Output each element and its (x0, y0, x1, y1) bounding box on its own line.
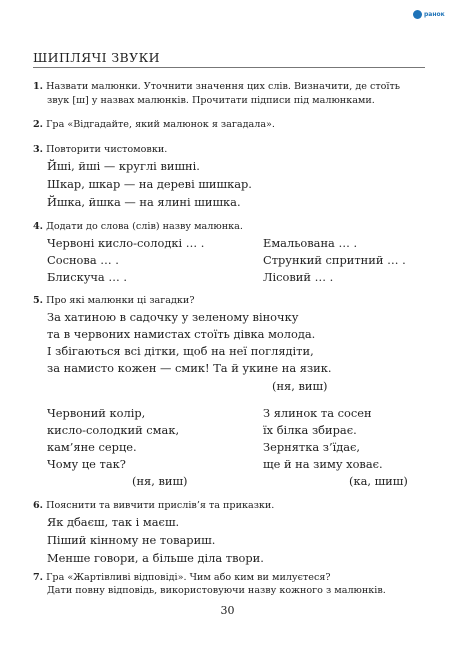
riddle-1-line-4: за намисто кожен — смик! Та й укине на язик. (47, 361, 332, 375)
section-title: ШИПЛЯЧІ ЗВУКИ (33, 50, 160, 65)
task-4-number: 4. (33, 221, 44, 232)
task-1-number: 1. (33, 81, 44, 92)
publisher-logo (413, 8, 447, 20)
riddle-1-line-1: За хатиною в садочку у зеленому віночку (47, 310, 299, 324)
task-3 (33, 143, 167, 157)
logo-text: ранок (424, 10, 445, 18)
riddle-3-answer: (ка, шиш) (349, 474, 408, 488)
task-7-line-2: Дати повну відповідь, використовуючи назву кожного з малюнків. (47, 585, 386, 596)
riddle-2-answer: (ня, виш) (132, 474, 188, 488)
task-7-number: 7. (33, 572, 44, 583)
task-4 (33, 220, 243, 234)
riddle-3-line-1: З ялинок та сосен (263, 406, 372, 420)
riddle-1-line-2: та в червоних намистах стоїть дівка молода. (47, 327, 316, 341)
task-3-line-1: Повторити чистомовки. (46, 144, 168, 155)
riddle-3-line-4: ще й на зиму ховає. (263, 457, 383, 471)
tongue-twister-2: Шкар, шкар — на дереві шишкар. (47, 177, 252, 191)
tongue-twister-1: Йші, йші — круглі вишні. (47, 159, 200, 173)
riddle-1-answer: (ня, виш) (272, 379, 328, 393)
task-5-line-1: Про які малюнки ці загадки? (46, 295, 195, 306)
riddle-2-line-2: кисло-солодкий смак, (47, 423, 180, 437)
phrase-left-2: Соснова … . (47, 253, 119, 267)
phrase-left-1: Червоні кисло-солодкі … . (47, 236, 205, 250)
riddle-3-line-2: їх білка збирає. (263, 423, 357, 437)
task-2-line-1: Гра «Відгадайте, який малюнок я загадала». (46, 119, 275, 130)
task-6-line-1: Пояснити та вивчити прислів’я та приказки. (46, 500, 275, 511)
phrase-left-3: Блискуча … . (47, 270, 127, 284)
page-number: 30 (220, 604, 235, 617)
task-7 (33, 571, 331, 585)
task-4-line-1: Додати до слова (слів) назву малюнка. (46, 221, 243, 232)
riddle-3-line-3: Зернятка з’їдає, (263, 440, 361, 454)
task-7-line-1: Гра «Жартівливі відповіді». Чим або ким ви милуєтеся? (46, 572, 331, 583)
task-1-line-2: звук [ш] у назвах малюнків. Прочитати підписи під малюнками. (47, 95, 375, 106)
riddle-2-line-1: Червоний колір, (47, 406, 146, 420)
title-divider (33, 67, 425, 68)
proverb-1: Як дбаєш, так і маєш. (47, 515, 180, 529)
task-2 (33, 118, 275, 132)
task-5 (33, 294, 194, 308)
phrase-right-2: Стрункий спритний … . (263, 253, 406, 267)
task-5-number: 5. (33, 295, 44, 306)
task-6 (33, 499, 274, 513)
task-6-number: 6. (33, 500, 44, 511)
task-1 (33, 80, 400, 94)
logo-circle-icon (413, 10, 422, 19)
proverb-2: Піший кінному не товариш. (47, 533, 216, 547)
task-1-line-1: Назвати малюнки. Уточнити значення цих слів. Визначити, де стоїть (46, 81, 401, 92)
phrase-right-3: Лісовий … . (263, 270, 334, 284)
task-3-number: 3. (33, 144, 44, 155)
riddle-1-line-3: І збігаються всі дітки, щоб на неї поглядіти, (47, 344, 314, 358)
riddle-2-line-3: кам’яне серце. (47, 440, 137, 454)
tongue-twister-3: Йшка, йшка — на ялині шишка. (47, 195, 241, 209)
task-2-number: 2. (33, 119, 44, 130)
phrase-right-1: Емальована … . (263, 236, 358, 250)
proverb-3: Менше говори, а більше діла твори. (47, 551, 264, 565)
riddle-2-line-4: Чому це так? (47, 457, 126, 471)
